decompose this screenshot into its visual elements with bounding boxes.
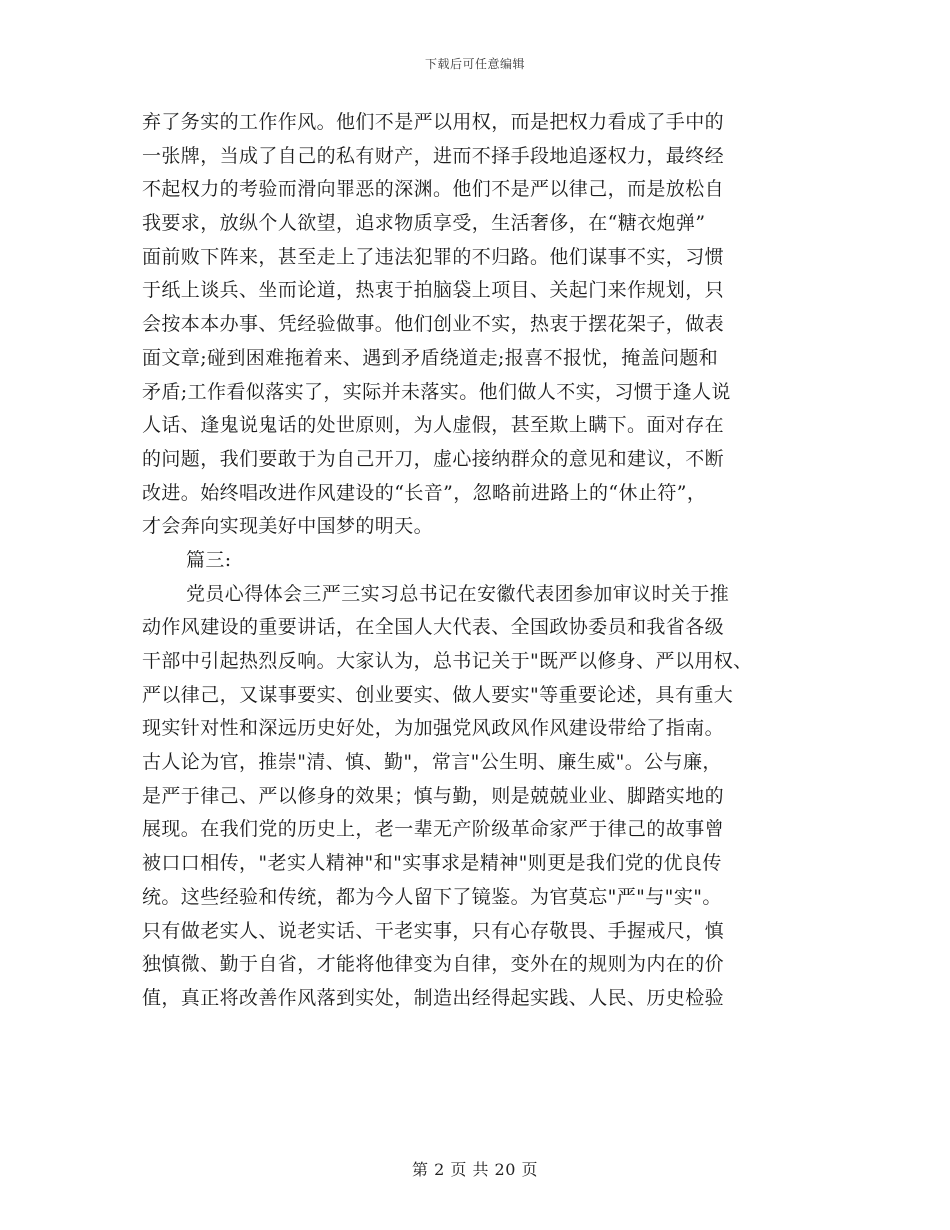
text-line: 人话、逢鬼说鬼话的处世原则，为人虚假，甚至欺上瞒下。面对存在 bbox=[142, 414, 725, 437]
text-line: 党员心得体会三严三实习总书记在安徽代表团参加审议时关于推 bbox=[186, 582, 730, 605]
text-line: 矛盾;工作看似落实了，实际并未落实。他们做人不实，习惯于逢人说 bbox=[142, 380, 731, 403]
text-line: 我要求，放纵个人欲望，追求物质享受，生活奢侈，在“糖衣炮弹” bbox=[142, 212, 706, 235]
text-line: 一张牌，当成了自己的私有财产，进而不择手段地追逐权力，最终经 bbox=[142, 144, 725, 167]
text-line: 独慎微、勤于自省，才能将他律变为自律，变外在的规则为内在的价 bbox=[142, 953, 725, 976]
document-body bbox=[142, 106, 812, 1016]
text-line: 动作风建设的重要讲话，在全国人大代表、全国政协委员和我省各级 bbox=[142, 616, 725, 639]
page-footer: 第 2 页 共 20 页 bbox=[412, 1160, 538, 1179]
text-line: 篇三: bbox=[186, 548, 232, 571]
text-line: 展现。在我们党的历史上，老一辈无产阶级革命家严于律己的故事曾 bbox=[142, 818, 725, 841]
text-line: 会按本本办事、凭经验做事。他们创业不实，热衷于摆花架子，做表 bbox=[142, 313, 725, 336]
text-line: 只有做老实人、说老实话、干老实事，只有心存敬畏、手握戒尺，慎 bbox=[142, 919, 725, 942]
text-line: 面前败下阵来，甚至走上了违法犯罪的不归路。他们谋事不实，习惯 bbox=[142, 245, 725, 268]
text-line: 干部中引起热烈反响。大家认为，总书记关于"既严以修身、严以用权、 bbox=[142, 650, 753, 672]
text-line: 严以律己，又谋事要实、创业要实、做人要实"等重要论述，具有重大 bbox=[142, 683, 734, 706]
text-line: 值，真正将改善作风落到实处，制造出经得起实践、人民、历史检验 bbox=[142, 986, 725, 1009]
text-line: 是严于律己、严以修身的效果；慎与勤，则是兢兢业业、脚踏实地的 bbox=[142, 784, 725, 807]
text-line: 统。这些经验和传统，都为今人留下了镜鉴。为官莫忘"严"与"实"。 bbox=[142, 885, 722, 908]
text-line: 改进。始终唱改进作风建设的“长音”，忽略前进路上的“休止符”， bbox=[142, 481, 707, 504]
text-line: 面文章;碰到困难拖着来、遇到矛盾绕道走;报喜不报忧，掩盖问题和 bbox=[142, 346, 719, 369]
text-line: 被口口相传，"老实人精神"和"实事求是精神"则更是我们党的优良传 bbox=[142, 852, 722, 875]
text-line: 于纸上谈兵、坐而论道，热衷于拍脑袋上项目、关起门来作规划，只 bbox=[142, 279, 725, 302]
text-line: 的问题，我们要敢于为自己开刀，虚心接纳群众的意见和建议，不断 bbox=[142, 447, 725, 470]
text-line: 不起权力的考验而滑向罪恶的深渊。他们不是严以律己，而是放松自 bbox=[142, 178, 725, 201]
text-line: 才会奔向实现美好中国梦的明天。 bbox=[142, 515, 434, 538]
text-line: 古人论为官，推崇"清、慎、勤"，常言"公生明、廉生威"。公与廉， bbox=[142, 751, 722, 774]
page-header: 下载后可任意编辑 bbox=[424, 57, 525, 71]
text-line: 弃了务实的工作作风。他们不是严以用权，而是把权力看成了手中的 bbox=[142, 111, 725, 133]
text-line: 现实针对性和深远历史好处，为加强党风政风作风建设带给了指南。 bbox=[142, 717, 725, 740]
